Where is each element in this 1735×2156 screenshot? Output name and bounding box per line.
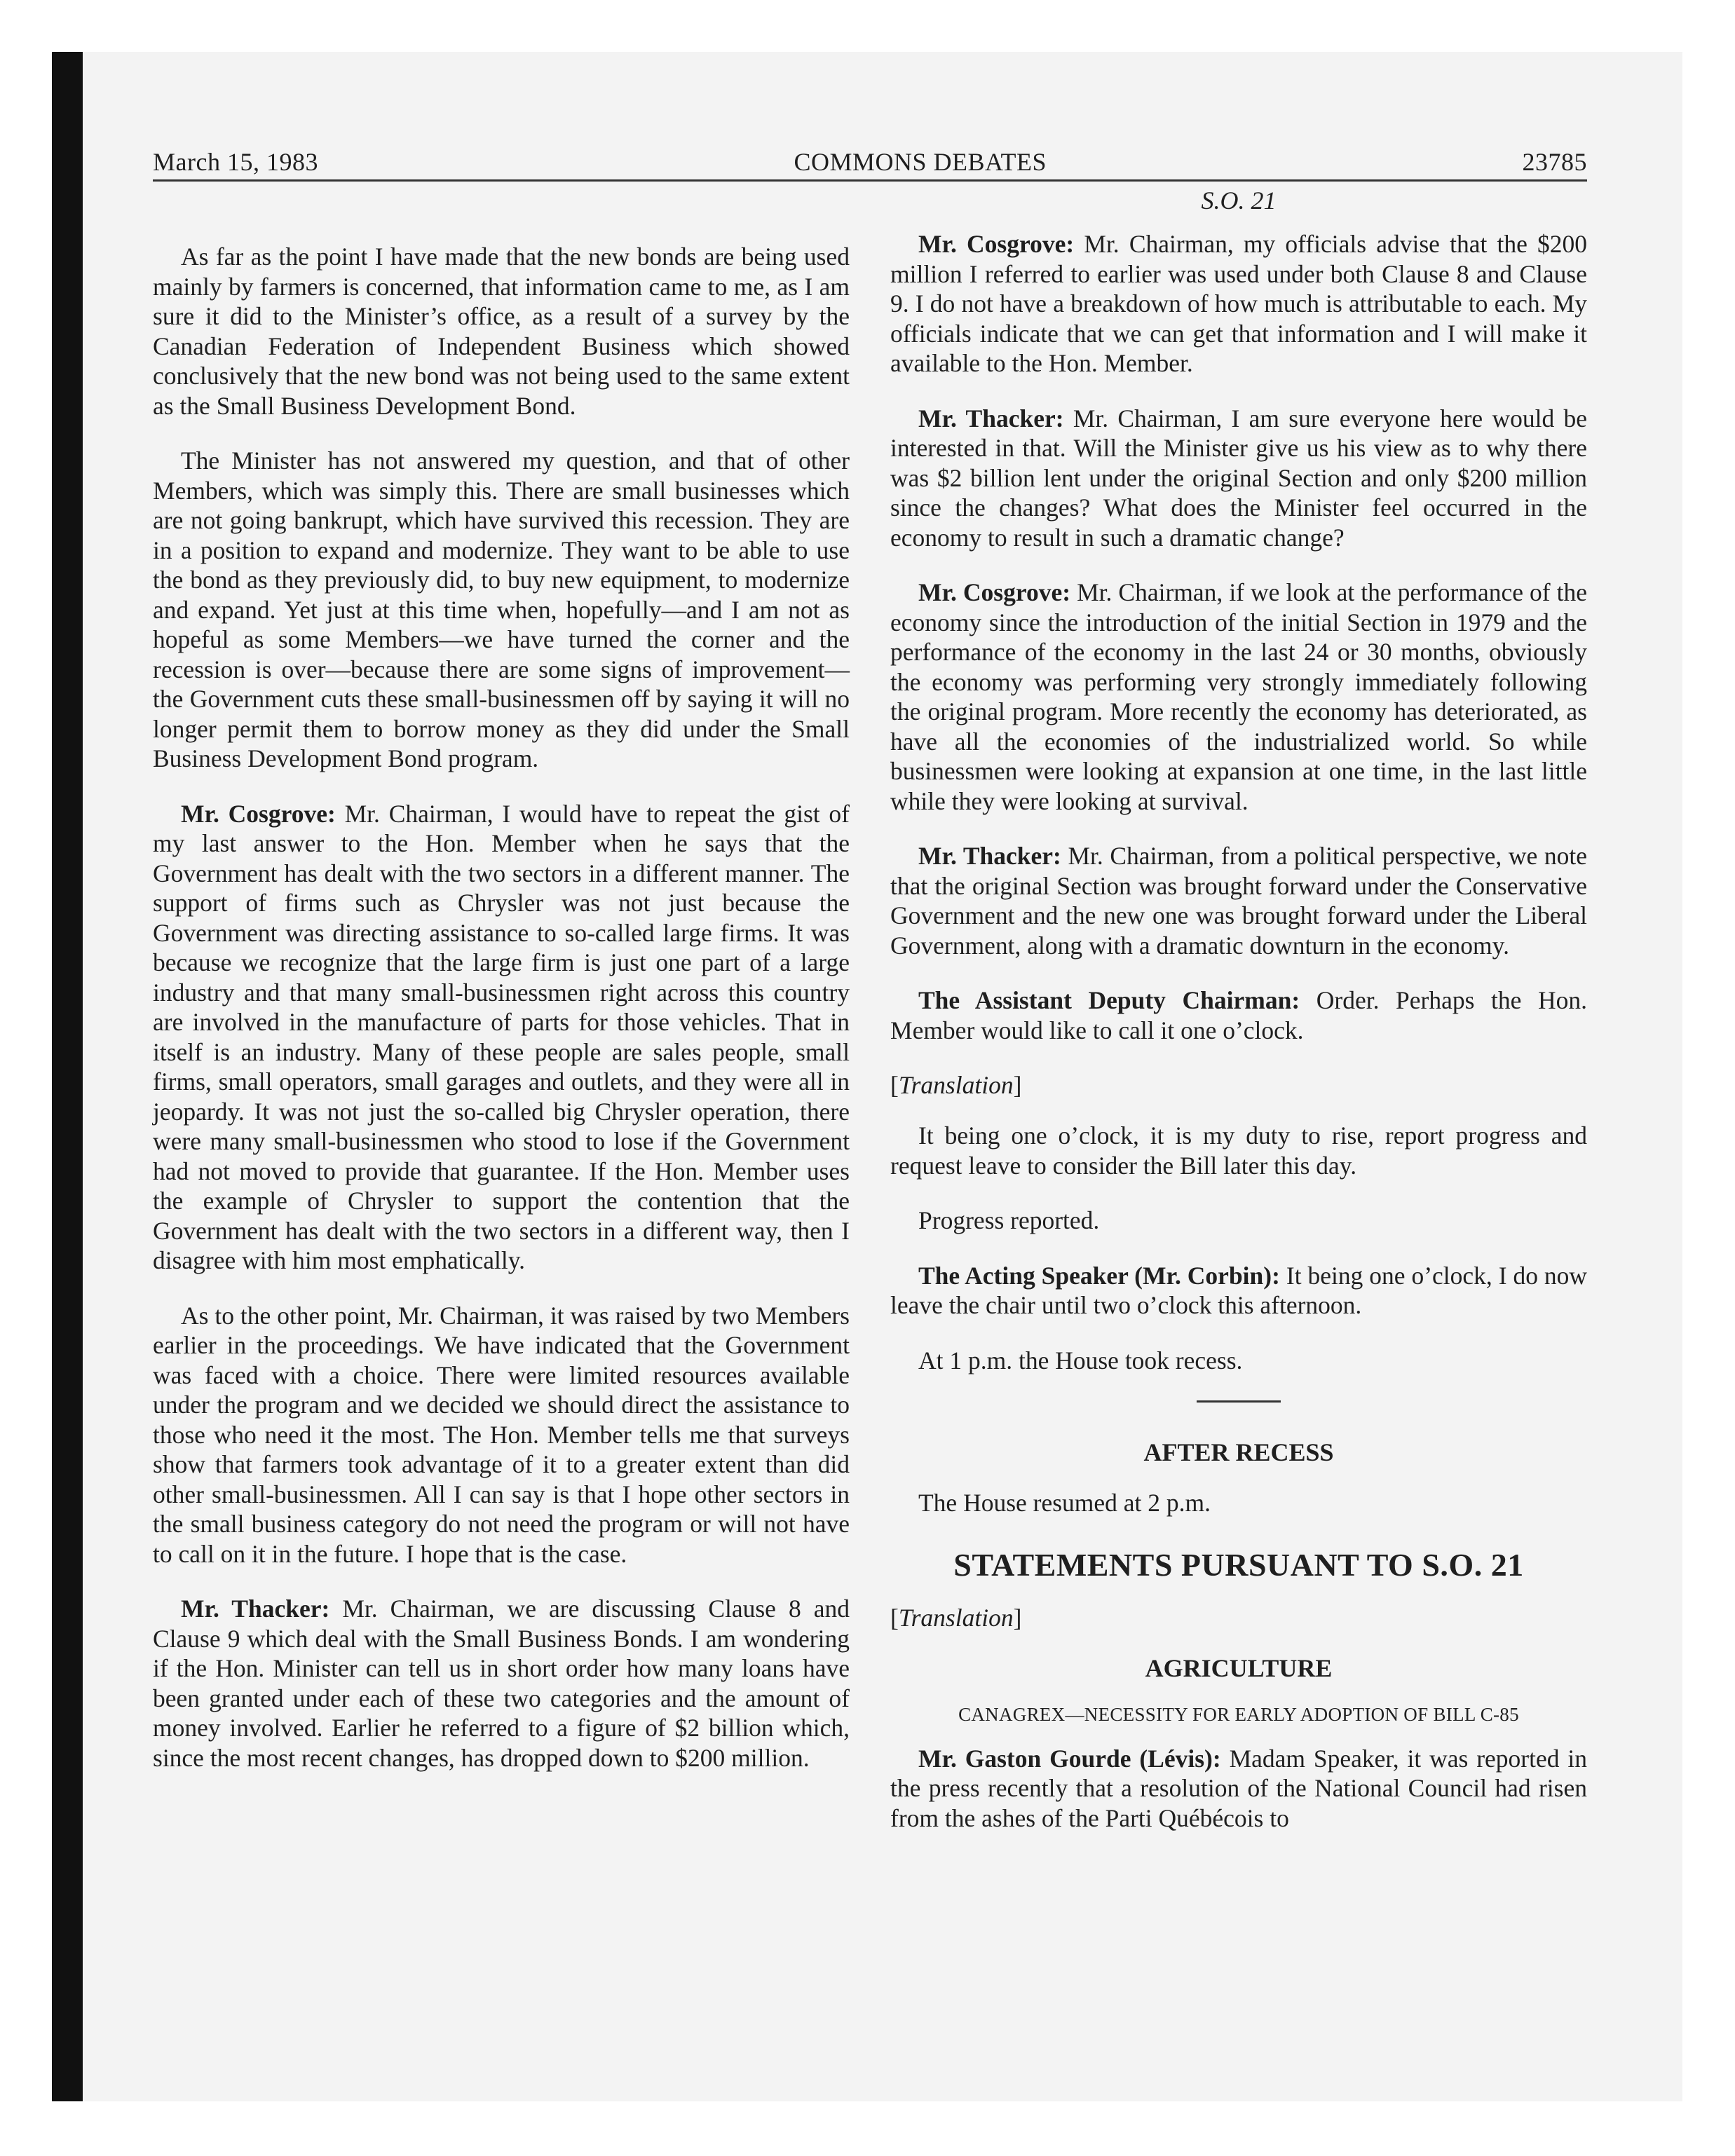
- left-paragraph-3: [153, 799, 850, 1276]
- right-paragraph-11: [890, 1744, 1587, 1834]
- binding-edge: [52, 52, 83, 2101]
- agriculture-heading: AGRICULTURE: [1145, 1653, 1333, 1682]
- standing-order-label: S.O. 21: [1201, 186, 1277, 214]
- section-divider: [1197, 1400, 1281, 1403]
- speech-text: Mr. Chairman, if we look at the performance of the economy since the introduction of the initial Section in 1979 and the performance of the economy in the last 24 or 30 months, obviously the economy was performing very strongly immediately following the original program. More recently the economy has deteriorated, as have all the economies of the industrialized world. So while businessmen were looking at expansion at one time, in the last little while they were looking at survival.: [890, 578, 1587, 815]
- speaker-name: The Assistant Deputy Chairman:: [918, 986, 1300, 1014]
- right-paragraph-1: [890, 229, 1587, 378]
- speaker-name: The Acting Speaker (Mr. Corbin):: [918, 1261, 1280, 1290]
- header-page-number: 23785: [1522, 148, 1587, 176]
- speech-text: Madam Speaker, it was reported in the press recently that a resolution of the National Council had risen from the ashes of the Parti Québécois to: [890, 1744, 1587, 1832]
- speech-text: Mr. Chairman, we are discussing Clause 8 and Clause 9 which deal with the Small Business Bonds. I am wondering if the Hon. Minister can tell us in short order how many loans have been granted under each of these two categories and the amount of money involved. Earlier he referred to a figure of $2 billion which, since the most recent changes, has dropped down to $200 million.: [153, 1595, 850, 1772]
- right-paragraph-7: Progress reported.: [918, 1206, 1100, 1234]
- after-recess-heading: AFTER RECESS: [1143, 1438, 1334, 1466]
- translation-tag: [Translation]: [890, 1603, 1022, 1632]
- right-paragraph-6: It being one o’clock, it is my duty to rise, report progress and request leave to consider the Bill later this day.: [890, 1121, 1587, 1180]
- right-paragraph-10: The House resumed at 2 p.m.: [918, 1489, 1211, 1517]
- speech-text: Order. Perhaps the Hon. Member would like to call it one o’clock.: [890, 986, 1587, 1044]
- right-paragraph-3: [890, 578, 1587, 816]
- speaker-name: Mr. Thacker:: [918, 404, 1064, 432]
- topic-heading: CANAGREX—NECESSITY FOR EARLY ADOPTION OF BILL C-85: [958, 1703, 1519, 1725]
- speaker-name: Mr. Gaston Gourde (Lévis):: [918, 1744, 1221, 1773]
- header-title: COMMONS DEBATES: [794, 148, 1047, 176]
- text-columns: [153, 182, 1587, 1858]
- left-paragraph-1: As far as the point I have made that the new bonds are being used mainly by farmers is concerned, that information came to me, as I am sure it did to the Minister’s office, as a result of a survey by the Canadian Federation of Independent Business which showed conclusively that the new bond was not being used to the same extent as the Small Business Development Bond.: [153, 243, 850, 420]
- speech-text: Mr. Chairman, from a political perspective, we note that the original Section was brought forward under the Conservative Government and the new one was brought forward under the Liberal Government, along with a dramatic downturn in the economy.: [890, 842, 1587, 960]
- document-page: [153, 147, 1587, 1858]
- right-column: [890, 182, 1587, 1858]
- left-paragraph-2: The Minister has not answered my question, and that of other Members, which was simply this. There are small businesses which are not going bankrupt, which have survived this recession. They are in a position to expand and modernize. They want to be able to use the bond as they previously did, to buy new equipment, to modernize and expand. Yet just at this time when, hopefully—and I am not as hopeful as some Members—we have turned the corner and the recession is over—because there are some signs of improvement—the Government cuts these small-businessmen off by saying it will no longer permit them to borrow money as they did under the Small Business Development Bond program.: [153, 446, 850, 772]
- speaker-name: Mr. Thacker:: [918, 842, 1061, 870]
- speech-text: Mr. Chairman, I am sure everyone here would be interested in that. Will the Minister give us his view as to why there was $2 billion lent under the original Section and only $200 million since the changes? What does the Minister feel occurred in the economy to result in such a dramatic change?: [890, 404, 1587, 552]
- header-date: March 15, 1983: [153, 148, 318, 176]
- translation-tag: [Translation]: [890, 1071, 1022, 1099]
- left-paragraph-5: [153, 1594, 850, 1773]
- speech-text: Mr. Chairman, my officials advise that the $200 million I referred to earlier was used under both Clause 8 and Clause 9. I do not have a breakdown of how much is attributable to each. My officials indicate that we can get that information and I will make it available to the Hon. Member.: [890, 230, 1588, 377]
- right-paragraph-2: [890, 404, 1587, 553]
- left-column: [153, 182, 850, 1858]
- statements-heading: STATEMENTS PURSUANT TO S.O. 21: [953, 1546, 1524, 1583]
- speech-text: It being one o’clock, I do now leave the chair until two o’clock this afternoon.: [890, 1261, 1588, 1319]
- page-header: [153, 147, 1587, 182]
- right-paragraph-4: [890, 841, 1587, 960]
- speaker-name: Mr. Thacker:: [181, 1595, 330, 1623]
- right-paragraph-9: At 1 p.m. the House took recess.: [918, 1346, 1243, 1374]
- speaker-name: Mr. Cosgrove:: [918, 230, 1075, 258]
- left-paragraph-4: As to the other point, Mr. Chairman, it was raised by two Members earlier in the proceedings. We have indicated that the Government was faced with a choice. There were limited resources available under the program and we decided we should direct the assistance to those who need it the most. The Hon. Member tells me that surveys show that farmers took advantage of it to a greater extent than did other small-businessmen. All I can say is that I hope other sectors in the small business category do not need the program or will not have to call on it in the future. I hope that is the case.: [153, 1301, 850, 1568]
- right-paragraph-8: [890, 1261, 1587, 1321]
- speaker-name: Mr. Cosgrove:: [918, 578, 1071, 606]
- speaker-name: Mr. Cosgrove:: [181, 799, 336, 828]
- right-paragraph-5: [890, 985, 1587, 1045]
- speech-text: Mr. Chairman, I would have to repeat the gist of my last answer to the Hon. Member when he says that the Government has dealt with the two sectors in a different manner. The support of firms such as Chrysler was not just because the Government was directing assistance to so-called large firms. It was because we recognize that the large firm is just one part of a large industry and that many small-businessmen right across this country are involved in the manufacture of parts for those vehicles. That in itself is an industry. Many of these people are sales people, small firms, small operators, small garages and outlets, and they were all in jeopardy. It was not just the so-called big Chrysler operation, there were many small-businessmen who stood to lose if the Government had not moved to provide that guarantee. If the Hon. Member uses the example of Chrysler to support the contention that the Government has dealt with the two sectors in a different way, then I disagree with him most emphatically.: [153, 799, 850, 1274]
